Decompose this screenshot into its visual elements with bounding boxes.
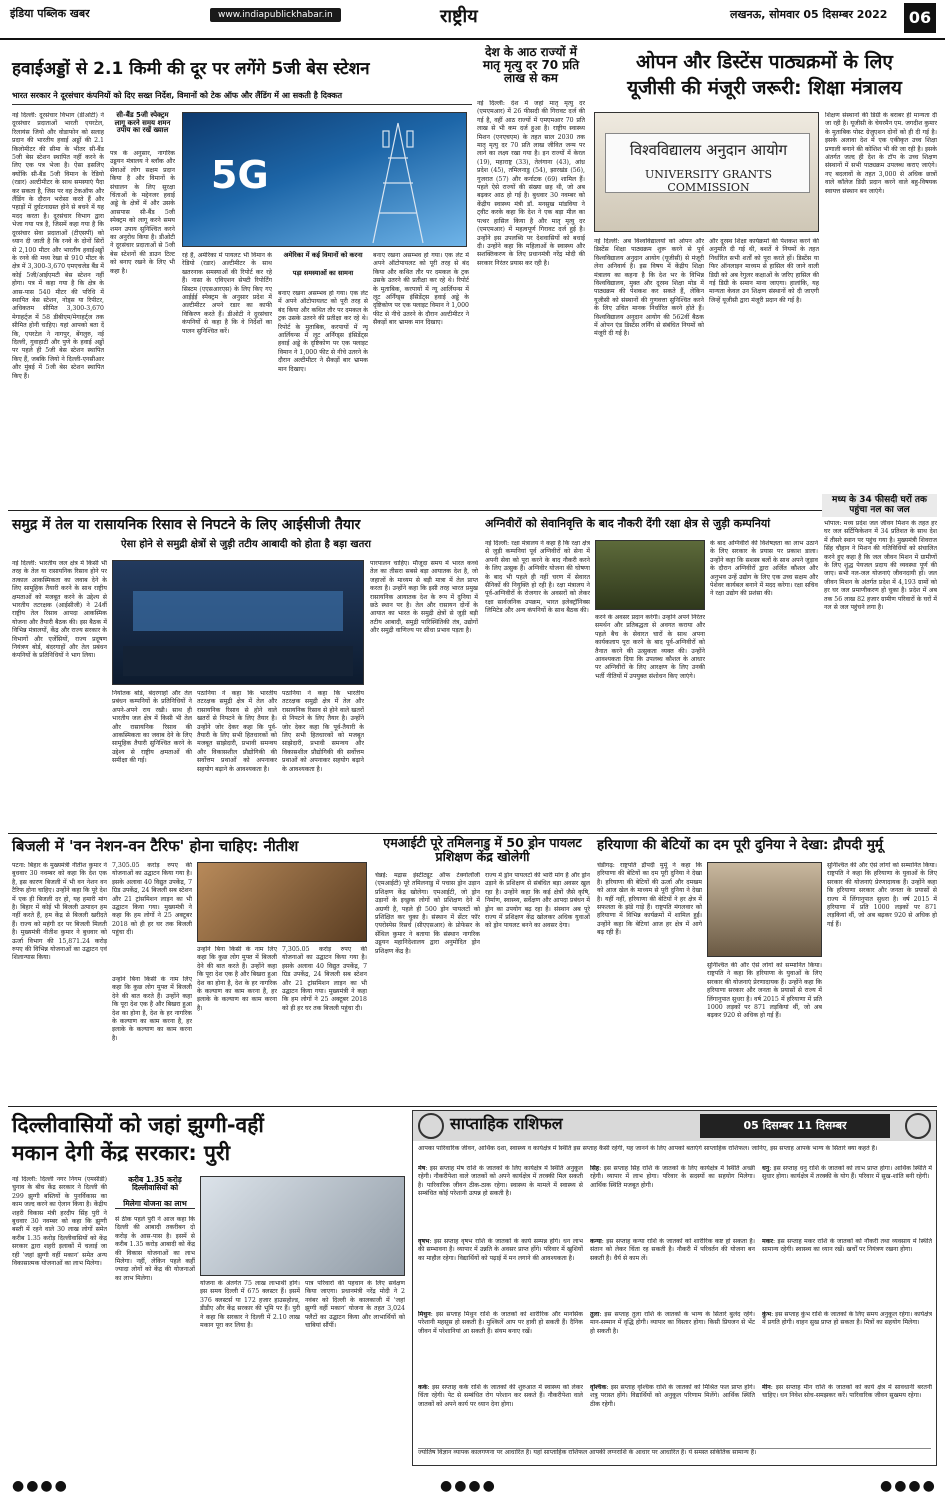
5g-tower-photo	[182, 112, 467, 247]
zodiac-wheel-icon-left	[418, 1113, 444, 1139]
footer-dots-center: ●●●●	[440, 1478, 497, 1494]
zodiac-aries: मेष: इस सप्ताह मेष राशि के जातकों के लिए कार्यक्षेत्र में स्थिति अनुकूल रहेगी। नौकरीपेशा वाले जातकों को अपने कार्यक्षेत्र में तरक्की मिल सकती है। पारिवारिक जीवन ठीक-ठाक रहेगा। स्वास्थ्य के मामले में स्वास्थ्य से सम्बंधित कोई परेशानी उत्पन्न हो सकती है।	[418, 1165, 583, 1198]
zodiac-leo-text: इस सप्ताह सिंह राशि के जातकों के लिए कार्यक्षेत्र में स्थिति अच्छी रहेगी। व्यापार में लाभ होगा। परिवार के सदस्यों का सहयोग मिलेगा। आर्थिक स्थिति मजबूत होगी।	[590, 1165, 755, 1189]
masthead	[0, 0, 945, 40]
zodiac-aquarius-name: कुंभ	[762, 1311, 772, 1318]
meeting-screen	[133, 591, 343, 631]
zodiac-leo: सिंह: इस सप्ताह सिंह राशि के जातकों के लिए कार्यक्षेत्र में स्थिति अच्छी रहेगी। व्यापार में लाभ होगा। परिवार के सदस्यों का सहयोग मिलेगा। आर्थिक स्थिति मजबूत होगी।	[590, 1165, 755, 1189]
divider-1	[8, 510, 937, 511]
zodiac-cancer-text: इस सप्ताह कर्क राशि के जातकों की शुरुआत में स्वास्थ्य को लेकर चिंता रहेगी। पेट से सम्बंधित रोग परेशान कर सकते हैं। नौकरीपेशा वाले जातकों को अपने कार्य पर ध्यान देना होगा।	[418, 1384, 583, 1408]
story-haryana-col2: सुनिश्चित की और ऐसे लोगों को सम्मानित किया। राष्ट्रपति ने कहा कि हरियाणा के युवाओं के लिए सरकार की योजनाएं प्रेरणादायक हैं। उन्होंने कहा कि हरियाणा सरकार और जनता के प्रयासों से राज्य में लिंगानुपात सुधरा है। वर्ष 2015 में हरियाणा में प्रति 1000 लड़कों पर 871 लड़कियां थीं, जो अब बढ़कर 920 से अधिक हो गई हैं।	[707, 962, 822, 1020]
ugc-sign-hindi: विश्वविद्यालय अनुदान आयोग	[629, 141, 788, 159]
headline-5g: हवाईअड्डों से 2.1 किमी की दूर पर लगेंगे 5जी बेस स्टेशन	[12, 59, 370, 79]
zodiac-sagittarius-text: इस सप्ताह धनु राशि के जातकों को लाभ प्राप्त होगा। आर्थिक स्थिति में सुधार होगा। कार्यक्षेत्र में तरक्की के योग हैं। परिवार में सुख-शांति बनी रहेगी।	[762, 1165, 932, 1181]
story-agniveer-col2: करने के अवसर प्रदान करेगी। उन्होंने अपने निरंतर समर्थन और प्रतिबद्धता से अवगत कराया और पहले बैच के सेवारत चारों के साथ अपना कार्यकलाप पूरा करने के बाद पूर्व-अग्निवीरों को तैनात करने की उत्सुकता व्यक्त की। उन्होंने आवश्यकता दिया कि उपलब्ध कौशल के आधार पर अग्निवीरों के लिए आरक्षण के लिए उनकी भर्ती नीतियों में उपयुक्त संशोधन किए जाएंगे।	[595, 614, 705, 680]
sidebar-title-5g: सी-बैंड 5जी स्पेक्ट्रम लागू करने समय शमन उपाय का रखें ख्याल	[114, 111, 171, 135]
story-drone-col2: राज्य में ड्रोन पायलटों की भारी मांग है और ड्रोन उड़ाने के प्रशिक्षण से संबंधित बड़ा अवसर खुल रहा है। उन्होंने कहा कि कई क्षेत्रों जैसे कृषि, निर्माण, स्वास्थ्य, सर्वेक्षण और आपदा प्रबंधन में ड्रोन का उपयोग बढ़ रहा है। संस्थान अब पूरे राज्य में प्रशिक्षण केंद्र खोलकर अधिक युवाओं को ड्रोन पायलट बनने का अवसर देगा।	[485, 872, 590, 930]
zodiac-capricorn-name: मकर	[762, 1238, 773, 1245]
story-5g-col3: रहे हैं, अमेरिका में पायलट भी विमान के रेडियो (रडार) अल्टीमीटर के साथ खतरनाक समस्याओं की रिपोर्ट कर रहे हैं। नासा के एविएशन सेफ्टी रिपोर्टिंग सिस्टम (एएसआरएस) के लिए किए गए आईईई स्पेक्ट्रम के अनुसार प्रदेश में अल्टीमीटर अपने रडार का काफी विकिरण करते हैं। डीओटी ने दूरसंचार कंपनियों से कहा है कि वे निर्देशों का पालन सुनिश्चित करें।	[182, 252, 272, 335]
icg-meeting-photo	[112, 560, 364, 685]
ugc-sign-english: UNIVERSITY GRANTS COMMISSION	[645, 168, 772, 194]
divider-2	[8, 833, 937, 834]
story-nitish-col2: 7,305.05 करोड़ रुपए की योजनाओं का उद्घाटन किया गया है। इसके अलावा 40 विद्युत उपकेंद्र, 7 ग्रिड उपकेंद्र, 24 बिजली सब स्टेशन और 21 ट्रांसमिशन लाइन का भी उद्घाटन किया गया। मुख्यमंत्री ने कहा कि हम लोगों ने 25 अक्टूबर 2018 को ही हर घर तक बिजली पहुंचा दी।	[112, 862, 192, 937]
inset-sub-puri: मिलेगा योजना का लाभ	[115, 1200, 195, 1209]
ugc-building-photo	[594, 112, 819, 232]
divider-3	[8, 1106, 937, 1107]
headline-nitish: बिजली में 'वन नेशन-वन टैरिफ' होना चाहिए: नीतीश	[12, 837, 299, 855]
page-number: 06	[904, 3, 936, 33]
box-heading-5g-2: पड़ा समस्याओं का सामना	[292, 269, 354, 277]
zodiac-cancer-name: कर्क	[418, 1384, 428, 1391]
story-puri-col2: से ठीक पहले पुरी ने आज कहा कि दिल्ली की आबादी तकरीबन दो करोड़ के आस-पास है। इसमें से करीब 1.35 करोड़ आबादी को केंद्र की विकास योजनाओं का लाभ मिलेगा। नहीं, लेकिन पहले कहीं ज्यादा लोगों को केंद्र की योजनाओं का लाभ मिलेगा।	[115, 1216, 195, 1282]
zodiac-taurus-name: वृषभ	[418, 1238, 430, 1245]
story-5g-col4: बनाए रखना असम्भव हो गया। एक लेट में अपने ऑटोपायलट को पूरी तरह से बंद किया और कथित तौर पर दमकल के ट्रक उसके उतरने की प्रतीक्षा कर रहे थे। रिपोर्ट के मुताबिक, करपायों में न्यू आर्लियन्स में लूट अर्निंग्ड्स इंसिडेंट्स हवाई अड्डे के दृष्टिकोण पर एक फ्लाइट विमान ने 1,000 फीट से नीचे उतरने के दौरान अल्टीमीटर ने सैकड़ों बार भ्रामक मान दिखाए।	[278, 290, 368, 373]
story-icg-col1: नई दिल्ली: भारतीय जल क्षेत्र में किसी भी तरह के तेल या रासायनिक रिसाव होने पर तत्काल आकस्मिकता का जवाब देने के लिए सामूहिक तैयारी करने के साथ राष्ट्रीय क्षमताओं को मजबूत करने के उद्देश्य से भारतीय तटरक्षक (आईसीजी) ने 24वीं राष्ट्रीय तेल रिसाव आपदा आकस्मिक योजना और तैयारी बैठक की। इस बैठक में विभिन्न मंत्रालयों, केंद्र और राज्य सरकार के विभागों और एजेंसियों, राज्य प्रदूषण नियंत्रण बोर्ड, बंदरगाहों और तेल प्रबंधन कंपनियों के प्रतिनिधियों ने भाग लिया।	[12, 560, 107, 660]
story-haryana-col3: सुनिश्चित की और ऐसे लोगों को सम्मानित किया। राष्ट्रपति ने कहा कि हरियाणा के युवाओं के लिए सरकार की योजनाएं प्रेरणादायक हैं। उन्होंने कहा कि हरियाणा सरकार और जनता के प्रयासों से राज्य में लिंगानुपात सुधरा है। वर्ष 2015 में हरियाणा में प्रति 1000 लड़कों पर 871 लड़कियां थीं, जो अब बढ़कर 920 से अधिक हो गई हैं।	[827, 862, 937, 928]
section-title: राष्ट्रीय	[440, 6, 478, 27]
nitish-photo	[197, 862, 367, 942]
box-heading-5g-1: अमेरिका में कई विमानों को करना	[283, 251, 363, 259]
zodiac-gemini-text: इस सप्ताह मिथुन राशि के जातकों को शारीरिक और मानसिक परेशानी महसूस हो सकती है। मुश्किलें आप पर हावी हो सकती हैं। दैनिक जीवन में परेशानियां आ सकती हैं। संयम बनाए रखें।	[418, 1311, 583, 1335]
headline-icg: समुद्र में तेल या रासायनिक रिसाव से निपटने के लिए आईसीजी तैयार	[12, 517, 361, 533]
zodiac-taurus-text: इस सप्ताह वृषभ राशि के जातकों के कार्य सम्पन्न होंगे। धन लाभ की सम्भावना है। व्यापार में उन्नति के अवसर प्राप्त होंगे। परिवार में खुशियों का माहौल रहेगा। विद्यार्थियों को पढ़ाई में मन लगाने की आवश्यकता है।	[418, 1238, 583, 1262]
zodiac-sagittarius: धनु: इस सप्ताह धनु राशि के जातकों को लाभ प्राप्त होगा। आर्थिक स्थिति में सुधार होगा। कार्यक्षेत्र में तरक्की के योग हैं। परिवार में सुख-शांति बनी रहेगी।	[762, 1165, 932, 1181]
agniveer-photo	[595, 540, 705, 610]
story-puri-col3: योजना के अंतर्गत 75 लाख लाभार्थी होंगे। इस समय दिल्ली में 675 क्लस्टर हैं। इसमें 376 क्लस्टर्स या 172 हजार हाउसहोल्ड, डीडीए और केंद्र सरकार की भूमि पर हैं। पुरी ने कहा कि सरकार ने दिल्ली में 2.10 लाख मकान पूरा कर लिया है।	[200, 1280, 300, 1330]
horoscope-footer: ज्योतिष विज्ञान व्यापक कालगणना पर आधारित है। यहां साप्ताहिक राशिफल आपकी लग्नराशि के आधार पर आधारित है। ये समस्त सांकेतिक सामान्य हैं।	[418, 1448, 931, 1464]
story-icg-col3: पठानिया ने कहा कि भारतीय तटरक्षक समुद्री क्षेत्र में तेल और रासायनिक रिसाव से होने वाले खतरों से निपटने के लिए तैयार है। उन्होंने जोर देकर कहा कि पूर्व-तैयारी के लिए सभी हितधारकों को मजबूत साझेदारी, प्रभावी समन्वय और विकासशील प्रौद्योगिकी की सर्वोत्तम प्रथाओं को अपनाकर सहयोग बढ़ाने के आवश्यकता है।	[197, 690, 277, 773]
story-puri-col4: पात्र परिवारों की पहचान के लिए सर्वेक्षण किया जाएगा। प्रधानमंत्री नरेंद्र मोदी ने 2 नवंबर को दिल्ली के कालकाजी में 'जहां झुग्गी वहीं मकान' योजना के तहत 3,024 फ्लैटों का उद्घाटन किया और लाभार्थियों को चाबियां सौंपीं।	[305, 1280, 405, 1330]
zodiac-aquarius: कुंभ: इस सप्ताह कुंभ राशि के जातकों के लिए समय अनुकूल रहेगा। कार्यक्षेत्र में प्रगति होगी। वाहन सुख प्राप्त हो सकता है। मित्रों का सहयोग मिलेगा।	[762, 1311, 932, 1327]
zodiac-scorpio: वृश्चिक: इस सप्ताह वृश्चिक राशि के जातकों को मिश्रित फल प्राप्त होंगे। शत्रु परास्त होंगे। विद्यार्थियों को अनुकूल परिणाम मिलेंगे। आर्थिक स्थिति ठीक रहेगी।	[590, 1384, 755, 1408]
zodiac-aquarius-text: इस सप्ताह कुंभ राशि के जातकों के लिए समय अनुकूल रहेगा। कार्यक्षेत्र में प्रगति होगी। वाहन सुख प्राप्त हो सकता है। मित्रों का सहयोग मिलेगा।	[762, 1311, 932, 1327]
zodiac-taurus: वृषभ: इस सप्ताह वृषभ राशि के जातकों के कार्य सम्पन्न होंगे। धन लाभ की सम्भावना है। व्यापार में उन्नति के अवसर प्राप्त होंगे। परिवार में खुशियों का माहौल रहेगा। विद्यार्थियों को पढ़ाई में मन लगाने की आवश्यकता है।	[418, 1238, 583, 1262]
story-nitish-col3: उन्होंने बिना किसी के नाम लिए कहा कि कुछ लोग मुफ्त में बिजली देने की बात करते हैं। उन्होंने कहा कि पूरा देश एक है और बिखरा हुआ देश का होना है, देश के हर नागरिक के कल्याण का काम करना है, हर इलाके के कल्याण का काम करना है।	[197, 946, 277, 1012]
story-ugc-col3: शिक्षण संस्थानों की डिग्री के बराबर ही मान्यता दी जा रही है। यूजीसी के चेयरमैन एम. जगदीश कुमार के मुताबिक पोस्ट ग्रेजुएशन दोनों को ही दी गई है। इसके अलावा देश में एक एकीकृत उच्च शिक्षा प्रणाली बनाने की कोशिश भी की जा रही है। इसके अंतर्गत जल्द ही देश के टॉप के उच्च शिक्षण संस्थानों में सभी पाठ्यक्रम उपलब्ध कराए जाएंगे। नए बदलावों के तहत 3,000 से अधिक छात्रों वाले कॉलेज डिग्री प्रदान करने वाले बहु-विषयक स्वायत्त संस्थान बन जाएंगे।	[825, 112, 937, 195]
horoscope-intro: आपका पारिवारिक जीवन, आर्थिक दशा, स्वास्थ्य व कार्यक्षेत्र में स्थिति इस सप्ताह कैसी रहेगी, यह जानने के लिए आपको बताएंगे साप्ताहिक राशिफल। जानिए, इस सप्ताह आपके भाग्य के सितारे क्या कहते हैं।	[418, 1145, 878, 1152]
murmu-photo	[707, 862, 822, 957]
zodiac-libra-text: इस सप्ताह तुला राशि के जातकों के भाग्य के सितारे बुलंद रहेंगे। मान-सम्मान में वृद्धि होगी। व्यापार का विस्तार होगा। किसी प्रियजन से भेंट हो सकती है।	[590, 1311, 755, 1335]
zodiac-virgo: कन्या: इस सप्ताह कन्या राशि के जातकों को शारीरिक कष्ट हो सकता है। संतान को लेकर चिंता रह सकती है। नौकरी में परिवर्तन की योजना बन सकती है। धैर्य से काम लें।	[590, 1238, 755, 1262]
subhead-icg: ऐसा होने से समुद्री क्षेत्रों से जुड़ी तटीय आबादी को होता है बड़ा खतरा	[121, 539, 371, 550]
zodiac-sagittarius-name: धनु	[762, 1165, 770, 1172]
zodiac-gemini-name: मिथुन	[418, 1311, 431, 1318]
headline-water: मध्य के 34 फीसदी घरों तक पहुंचा नल का जल	[822, 494, 937, 517]
story-haryana-col1: चंडीगढ़: राष्ट्रपति द्रौपदी मुर्मू ने कहा कि हरियाणा की बेटियों का दम पूरी दुनिया ने देखा है। हरियाणा की बेटियों की ऊर्जा और दमखम को आज खेल के माध्यम से पूरी दुनिया ने देखा है। यहीं नहीं, हरियाणा की बेटियों ने हर क्षेत्र में सफलता के झंडे गाड़े हैं। राष्ट्रपति मंगलवार को हरियाणा में विभिन्न कार्यक्रमों में शामिल हुईं। उन्होंने कहा कि बेटियां आज हर क्षेत्र में आगे बढ़ रही हैं।	[597, 862, 702, 937]
horoscope-date-range: 05 दिसम्बर 11 दिसम्बर	[700, 1114, 890, 1138]
zodiac-capricorn-text: इस सप्ताह मकर राशि के जातकों को नौकरी तथा व्यवसाय में स्थिति सामान्य रहेगी। स्वास्थ्य का ध्यान रखें। खर्चों पर नियंत्रण रखना होगा।	[762, 1238, 932, 1254]
headline-puri-1: दिल्लीवासियों को जहां झुग्गी-वहीं	[12, 1113, 264, 1137]
headline-ugc-2: यूजीसी की मंजूरी जरूरी: शिक्षा मंत्रालय	[627, 77, 902, 99]
story-maternal-text: नई दिल्ली: देश में जहां मातृ मृत्यु दर (एमएमआर) में 26 फीसदी की गिरावट दर्ज की गई है, वहीं आठ राज्यों में एमएमआर 70 प्रति लाख से भी कम दर्ज हुआ है। राष्ट्रीय स्वास्थ्य मिशन (एनएचएम) के तहत साल 2030 तक मातृ मृत्यु दर 70 प्रति लाख जीवित जन्म पर लाने का लक्ष्य रखा गया है। इन राज्यों में केरल (19), महाराष्ट्र (33), तेलंगाना (43), आंध्र प्रदेश (45), तमिलनाडु (54), झारखंड (56), गुजरात (57) और कर्नाटक (69) शामिल हैं। पहले ऐसे राज्यों की संख्या छह थी, जो अब बढ़कर आठ हो गई है। बुधवार 30 नवम्बर को केंद्रीय स्वास्थ्य मंत्री डॉ. मनसुख मांडविया ने ट्वीट करके कहा कि देश ने एक बड़ा मील का पत्थर हासिल किया है और मातृ मृत्यु दर (एमएमआर) में महत्वपूर्ण गिरावट दर्ज हुई है। उन्होंने इस उपलब्धि पर देशवासियों को बधाई दी। उन्होंने कहा कि महिलाओं के स्वास्थ्य और सशक्तिकरण के लिए प्रधानमंत्री नरेंद्र मोदी की सरकार निरंतर प्रयास कर रही है।	[477, 100, 585, 267]
zodiac-aries-text: इस सप्ताह मेष राशि के जातकों के लिए कार्यक्षेत्र में स्थिति अनुकूल रहेगी। नौकरीपेशा वाले जातकों को अपने कार्यक्षेत्र में तरक्की मिल सकती है। पारिवारिक जीवन ठीक-ठाक रहेगा। स्वास्थ्य के मामले में स्वास्थ्य से सम्बंधित कोई परेशानी उत्पन्न हो सकती है।	[418, 1165, 583, 1198]
meeting-table	[123, 646, 353, 676]
horoscope-title: साप्ताहिक राशिफल	[450, 1114, 563, 1133]
story-puri-col1: नई दिल्ली: दिल्ली नगर निगम (एमसीडी) चुनाव के बीच केंद्र सरकार ने दिल्ली की 299 झुग्गी बस्तियों के पुनर्विकास का काम जल्द करने का ऐलान किया है। केंद्रीय शहरी विकास मंत्री हरदीप सिंह पुरी ने बुधवार 30 नवम्बर को कहा कि झुग्गी बस्ती में रहने वाले 30 लाख लोगों समेत करीब 1.35 करोड़ दिल्लीवासियों को केंद्र सरकार द्वारा शहरी इलाकों में चलाई जा रही 'जहां झुग्गी वहीं मकान' समेत अन्य विकासात्मक योजनाओं का लाभ मिलेगा।	[12, 1176, 107, 1268]
issue-date: लखनऊ, सोमवार 05 दिसम्बर 2022	[730, 8, 888, 21]
story-nitish-col1: पटना: बिहार के मुख्यमंत्री नीतीश कुमार ने बुधवार 30 नवम्बर को कहा कि देश एक है, इस कारण बिजली में भी वन नेशन वन टैरिफ होना चाहिए। उन्होंने कहा कि पूरे देश में एक ही बिजली दर हो, यह हमारी मांग है। बिहार में कोई भी बिजली उत्पादन हम नहीं करते हैं, हम केंद्र से बिजली खरीदते हैं। राज्य को महंगी दर पर बिजली मिलती है। मुख्यमंत्री नीतीश कुमार ने बुधवार को ऊर्जा विभाग की 15,871.24 करोड़ रुपए की विभिन्न योजनाओं का उद्घाटन एवं शिलान्यास किया।	[12, 862, 107, 962]
zodiac-aries-name: मेष	[418, 1165, 426, 1172]
headline-haryana: हरियाणा की बेटियों का दम पूरी दुनिया ने देखा: द्रौपदी मुर्मू	[597, 837, 883, 853]
zodiac-pisces-text: इस सप्ताह मीन राशि के जातकों को कार्य क्षेत्र में सावधानी बरतनी चाहिए। धन निवेश सोच-समझकर करें। पारिवारिक जीवन सुखमय रहेगा।	[762, 1384, 932, 1400]
footer-dots-left: ●●●●	[12, 1478, 69, 1494]
story-icg-col2: निर्यातक बोर्ड, बंदरगाहों और तेल प्रबंधन कम्पनियों के प्रतिनिधियों ने अपने-अपने राय रखी। साथ ही भारतीय जल क्षेत्र में किसी भी तेल और रासायनिक रिसाव की आकस्मिकता का जवाब देने के लिए सामूहिक तैयारी सुनिश्चित करने के उद्देश्य से राष्ट्रीय क्षमताओं की समीक्षा की गई।	[112, 690, 192, 765]
story-drone-col1: चेन्नई: मद्रास इंस्टीट्यूट ऑफ टेक्नोलॉजी (एमआईटी) पूरे तमिलनाडु में पचास ड्रोन उड़ान प्रशिक्षण केंद्र खोलेगा। एमआईटी, जो ड्रोन उड़ानों के इच्छुक लोगों को प्रशिक्षण देने में अग्रणी है, पहले ही 500 ड्रोन पायलटों को प्रशिक्षित कर चुका है। संस्थान में सेंटर फॉर एयरोस्पेस रिसर्च (सीएएसआर) के प्रोफेसर के सेंथिल कुमार ने बताया कि संस्थान नागरिक उड्डयन महानिदेशालय द्वारा अनुमोदित ड्रोन प्रशिक्षण केंद्र है।	[375, 872, 480, 955]
story-nitish-col4: 7,305.05 करोड़ रुपए की योजनाओं का उद्घाटन किया गया है। इसके अलावा 40 विद्युत उपकेंद्र, 7 ग्रिड उपकेंद्र, 24 बिजली सब स्टेशन और 21 ट्रांसमिशन लाइन का भी उद्घाटन किया गया। मुख्यमंत्री ने कहा कि हम लोगों ने 25 अक्टूबर 2018 को ही हर घर तक बिजली पहुंचा दी।	[282, 946, 367, 1012]
headline-ugc-1: ओपन और डिस्टेंस पाठ्यक्रमों के लिए	[636, 51, 893, 73]
subhead-5g: भारत सरकार ने दूरसंचार कंपनियों को दिए सख्त निर्देश, विमानों को टेक ऑफ और लैंडिंग में आ सकती है दिक्कत	[12, 92, 472, 105]
headline-drone: एमआईटी पूरे तमिलनाडु में 50 ड्रोन पायलट प्रशिक्षण केंद्र खोलेगी	[383, 835, 582, 864]
story-5g-col1: नई दिल्ली: दूरसंचार विभाग (डीओटी) ने दूरसंचार प्रदाताओं भारती एयरटेल, रिलायंस जियो और वोडाफोन को सलाह प्रदान की भारतीय हवाई अड्डों की 2.1 किलोमीटर की सीमा के भीतर सी-बैंड 5जी बेस स्टेशन स्थापित नहीं करने के लिए एक पत्र भेजा है। ऐसा इसलिए क्योंकि सी-बैंड 5जी विमान के रेडियो (रडार) अल्टीमीटर के साथ समस्याएं पैदा कर सकता है, जिस पर वह टेकऑफ और लैंडिंग के दौरान भरोसा करते हैं और पहाड़ों में दुर्घटनाग्रस्त होने से बचने में यह मदद करता है। दूरसंचार विभाग द्वारा भेजा गया पत्र है, जिसमें कहा गया है कि दूरसंचार सेवा प्रदाताओं (टीएसपी) को ध्यान दी जाती है कि रनवे के दोनों सिरों से 2,100 मीटर और भारतीय हवाईअड्डों के रनवे की मध्य रेखा से 910 मीटर के क्षेत्र में 3,300-3,670 एमएचजेड बैंड में कोई 5जी/आईएमटी बेस स्टेशन नहीं होगा। पत्र में कहा गया है कि क्षेत्र के आस-पास 540 मीटर की परिधि में स्थापित बेस स्टेशन, नोड्स या रिपीटर, अधिकतम सीमित 3,300-3,670 मेगाहर्ट्ज में 58 डीबीएम/मेगाहर्ट्ज तक सीमित होनी चाहिए। यहां आपको बता दें कि, एयरटेल ने नागपुर, बेंगलुरु, नई दिल्ली, गुवाहाटी और पुणे के हवाई अड्डों पर पहले ही 5जी बेस स्टेशन स्थापित किए हैं, जबकि जियो ने दिल्ली-एनसीआर और मुंबई में 5जी बेस स्टेशन स्थापित किए हैं।	[12, 112, 104, 380]
headline-puri-2: मकान देगी केंद्र सरकार: पुरी	[12, 1141, 231, 1165]
zodiac-wheel-icon-right	[905, 1113, 931, 1139]
zodiac-libra: तुला: इस सप्ताह तुला राशि के जातकों के भाग्य के सितारे बुलंद रहेंगे। मान-सम्मान में वृद्धि होगी। व्यापार का विस्तार होगा। किसी प्रियजन से भेंट हो सकती है।	[590, 1311, 755, 1335]
zodiac-scorpio-name: वृश्चिक	[590, 1384, 607, 1391]
story-icg-col4: पारपालन चाहिए। मौजूदा समय में भारत कच्चे तेल का तीसरा सबसे बड़ा आयातक देश है, जो जहाजों के माध्यम से बड़ी मात्रा में तेल प्राप्त करता है। उन्होंने कहा कि इसी तरह भारत प्रमुख रासायनिक आयातक देश के रूप में दुनिया में छठे स्थान पर है। तेल और रासायन दोनों के आयात का भारत के समुद्री क्षेत्रों से जुड़ी बड़ी तटीय आबादी, समुद्री पारिस्थितिकी तंत्र, उद्योगों और समुद्री वाणिज्य पर सीधा प्रभाव पड़ता है।	[370, 560, 478, 635]
headline-maternal: देश के आठ राज्यों में मातृ मृत्यु दर 70 प्रति लाख से कम	[482, 45, 580, 85]
zodiac-cancer: कर्क: इस सप्ताह कर्क राशि के जातकों की शुरुआत में स्वास्थ्य को लेकर चिंता रहेगी। पेट से सम्बंधित रोग परेशान कर सकते हैं। नौकरीपेशा वाले जातकों को अपने कार्य पर ध्यान देना होगा।	[418, 1384, 583, 1408]
story-5g-col5: बनाए रखना असम्भव हो गया। एक लेट में अपने ऑटोपायलट को पूरी तरह से बंद किया और कथित तौर पर दमकल के ट्रक उसके उतरने की प्रतीक्षा कर रहे थे। रिपोर्ट के मुताबिक, करपायों में न्यू आर्लियन्स में लूट अर्निंग्ड्स इंसिडेंट्स हवाई अड्डे के दृष्टिकोण पर एक फ्लाइट विमान ने 1,000 फीट से नीचे उतरने के दौरान अल्टीमीटर ने सैकड़ों बार भ्रामक मान दिखाए।	[373, 252, 469, 327]
zodiac-leo-name: सिंह	[590, 1165, 600, 1172]
story-agniveer-col3: के बाद अग्निवीरों की विशेषज्ञता का लाभ उठाने के लिए सरकार के प्रयास पर प्रकाश डाला। उन्होंने कहा कि सशस्त्र बलों के साथ अपने जुड़ाव के दौरान अग्निवीरों द्वारा अर्जित कौशल और अनुभव उन्हें उद्योग के लिए एक उच्च सक्षम और पेशेवर कार्यबल बनाने में मदद करेगा। रक्षा सचिव ने रक्षा उद्योग की प्रशंसा की।	[710, 540, 818, 598]
story-nitish-col2b: उन्होंने बिना किसी के नाम लिए कहा कि कुछ लोग मुफ्त में बिजली देने की बात करते हैं। उन्होंने कहा कि पूरा देश एक है और बिखरा हुआ देश का होना है, देश के हर नागरिक के कल्याण का काम करना है, हर इलाके के कल्याण का काम करना है।	[112, 976, 192, 1042]
zodiac-scorpio-text: इस सप्ताह वृश्चिक राशि के जातकों को मिश्रित फल प्राप्त होंगे। शत्रु परास्त होंगे। विद्यार्थियों को अनुकूल परिणाम मिलेंगे। आर्थिक स्थिति ठीक रहेगी।	[590, 1384, 755, 1408]
zodiac-pisces-name: मीन	[762, 1384, 771, 1391]
5g-label: 5G	[211, 153, 269, 197]
story-ugc-col1: नई दिल्ली: अब विश्वविद्यालयों को ओपन और डिस्टेंस शिक्षा पाठ्यक्रम शुरू करने से पूर्व विश्वविद्यालय अनुदान आयोग (यूजीसी) से मंजूरी लेना अनिवार्य है। इस विषय में केंद्रीय शिक्षा मंत्रालय का कहना है कि देश भर के विभिन्न विश्वविद्यालय, मुक्त और दूरस्थ शिक्षा मोड में पाठ्यक्रम की पेशकश कर सकते हैं, लेकिन यूजीसी को संस्थानों की गुणवत्ता सुनिश्चित करने के लिए उचित मानक निर्धारित करने होते हैं। विश्वविद्यालय अनुदान आयोग की 562वीं बैठक में ओपन एंड डिस्टेंस लर्निंग से संबंधित नियमों को मंजूरी दी गई है।	[594, 238, 704, 338]
zodiac-gemini: मिथुन: इस सप्ताह मिथुन राशि के जातकों को शारीरिक और मानसिक परेशानी महसूस हो सकती है। मुश्किलें आप पर हावी हो सकती हैं। दैनिक जीवन में परेशानियां आ सकती हैं। संयम बनाए रखें।	[418, 1311, 583, 1335]
zodiac-libra-name: तुला	[590, 1311, 600, 1318]
paper-name: इंडिया पब्लिक खबर	[10, 7, 90, 20]
puri-photo	[200, 1176, 405, 1276]
footer-dots-right: ●●●●	[880, 1478, 937, 1494]
ugc-signboard	[605, 133, 810, 193]
headline-agniveer: अग्निवीरों को सेवानिवृत्ति के बाद नौकरी देंगी रक्षा क्षेत्र से जुड़ी कम्पनियां	[485, 517, 771, 530]
zodiac-virgo-text: इस सप्ताह कन्या राशि के जातकों को शारीरिक कष्ट हो सकता है। संतान को लेकर चिंता रह सकती है। नौकरी में परिवर्तन की योजना बन सकती है। धैर्य से काम लें।	[590, 1238, 755, 1262]
zodiac-virgo-name: कन्या	[590, 1238, 602, 1245]
inset-title-puri: करीब 1.35 करोड़ दिल्लीवासियों को	[128, 1175, 182, 1193]
story-ugc-col2: और दूरस्थ शिक्षा कार्यक्रमों की पेशकश करने की अनुमति दी गई थी, बशर्ते वे नियमों के तहत निर्धारित सभी शर्तों को पूरा करते हों। डिस्टेंस या फिर ऑनलाइन माध्यम से हासिल की जाने वाली डिग्री को अब रेगुलर कक्षाओं के जरिए हासिल की गई डिग्री के समान माना जाएगा। हालांकि, यह मान्यता केवल उन शिक्षण संस्थानों को दी जाएगी जिन्हें यूजीसी द्वारा मंजूरी प्रदान की गई है।	[709, 238, 819, 304]
story-water-text: भोपाल: मध्य प्रदेश जल जीवन मिशन के तहत हर घर जल सर्टिफिकेशन में 34 प्रतिशत के साथ देश में तीसरे स्थान पर पहुंच गया है। मुख्यमंत्री शिवराज सिंह चौहान ने मिशन की गतिविधियों को संचालित करने हुए कहा है कि जल जीवन मिशन में ग्रामीणों के लिए शुद्ध पेयजल प्रदाय की व्यवस्था पूर्ण की जाए। सभी नल-जल योजनाएं जीवनदायी हों। जल जीवन मिशन के अंतर्गत प्रदेश में 4,193 ग्रामों को हर घर जल प्रमाणीकरण हो चुका है। प्रदेश में अब तक 56 लाख 82 हजार ग्रामीण परिवारों के घरों में नल से जल पहुंचने लगा है।	[824, 520, 937, 612]
zodiac-capricorn: मकर: इस सप्ताह मकर राशि के जातकों को नौकरी तथा व्यवसाय में स्थिति सामान्य रहेगी। स्वास्थ्य का ध्यान रखें। खर्चों पर नियंत्रण रखना होगा।	[762, 1238, 932, 1254]
zodiac-pisces: मीन: इस सप्ताह मीन राशि के जातकों को कार्य क्षेत्र में सावधानी बरतनी चाहिए। धन निवेश सोच-समझकर करें। पारिवारिक जीवन सुखमय रहेगा।	[762, 1384, 932, 1400]
story-5g-col2: पत्र के अनुसार, नागरिक उड्डयन मंत्रालय ने ब्लॉक और सेवाओं लोग सक्षम प्रदान किया है और विमानों के संचालन के लिए सुरक्षा चिंताओं के मद्देनजर हवाई अड्डे के क्षेत्रों में और उसके आसपास सी-बैंड 5जी स्पेक्ट्रम को लागू करने समय शमन उपाय सुनिश्चित करने का अनुरोध किया है। डीओटी ने दूरसंचार प्रदाताओं से 5जी बेस स्टेशनों की डाउन टिल्ट को बनाए रखने के लिए भी कहा है।	[110, 150, 175, 275]
paper-url[interactable]: www.indiapublickhabar.in	[210, 8, 341, 22]
story-agniveer-col1: नई दिल्ली: रक्षा मंत्रालय ने कहा है कि रक्षा क्षेत्र से जुड़ी कम्पनियां पूर्व अग्निवीरों को सेना में अपनी सेवा को पूरा करने के बाद नौकरी करने के लिए उत्सुक हैं। अग्निवीर योजना की घोषणा के बाद भी पहले ही नहीं चरण में सेवारत सैनिकों की नियुक्ति हो रही है। रक्षा मंत्रालय ने पूर्व-अग्निवीरों के रोजगार के अवसरों को लेकर रक्षा सार्वजनिक उपक्रम, भारत इलेक्ट्रॉनिक्स लिमिटेड और अन्य कंपनियों के साथ बैठक की।	[485, 540, 590, 615]
story-icg-col3b: पठानिया ने कहा कि भारतीय तटरक्षक समुद्री क्षेत्र में तेल और रासायनिक रिसाव से होने वाले खतरों से निपटने के लिए तैयार है। उन्होंने जोर देकर कहा कि पूर्व-तैयारी के लिए सभी हितधारकों को मजबूत साझेदारी, प्रभावी समन्वय और विकासशील प्रौद्योगिकी की सर्वोत्तम प्रथाओं को अपनाकर सहयोग बढ़ाने के आवश्यकता है।	[282, 690, 364, 773]
